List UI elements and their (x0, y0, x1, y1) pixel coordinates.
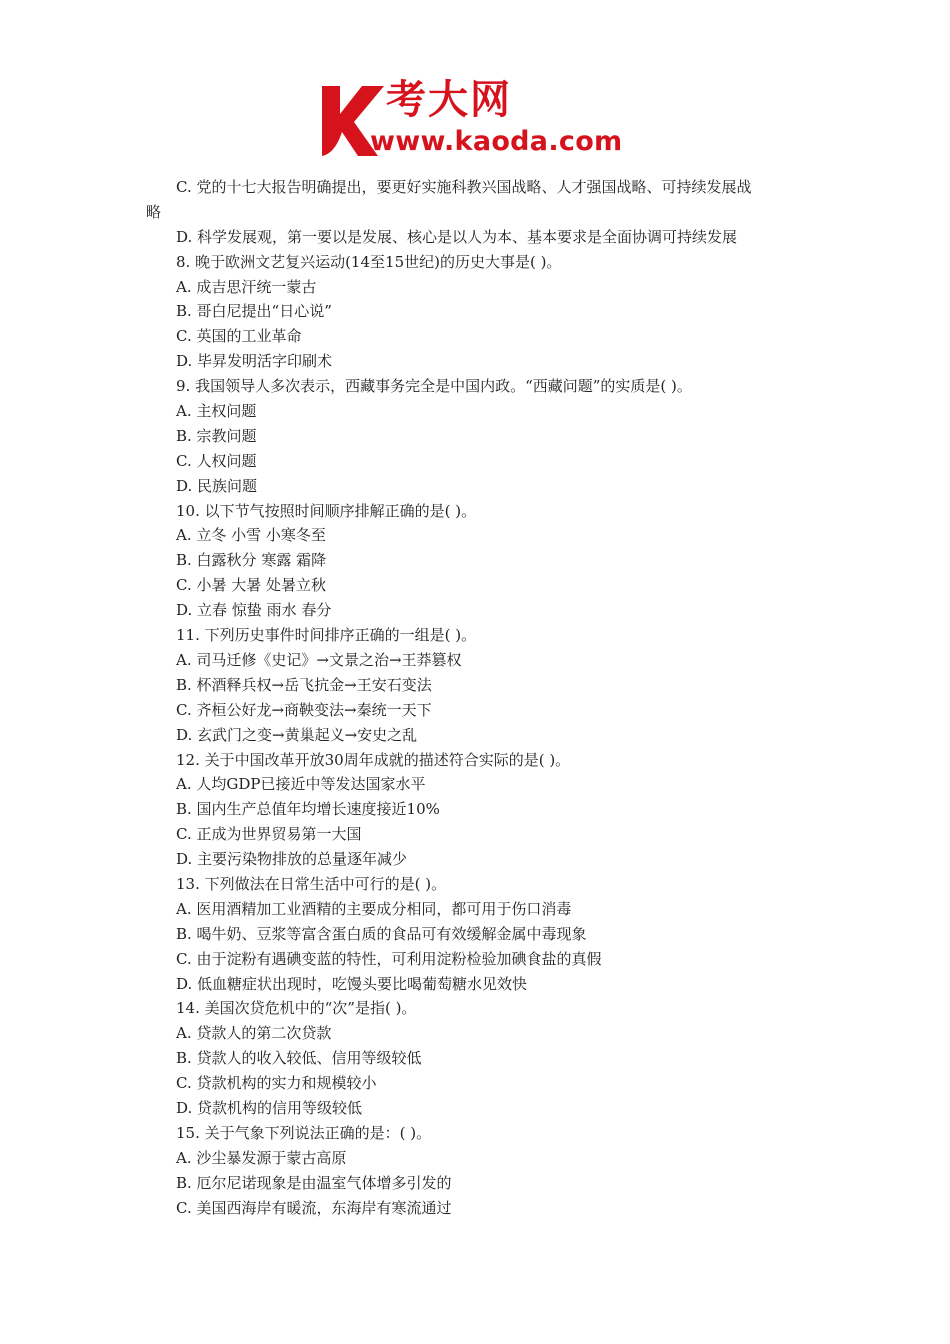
option-b: B. 厄尔尼诺现象是由温室气体增多引发的 (176, 1173, 452, 1192)
option-b: B. 哥白尼提出“日心说” (176, 302, 332, 321)
question-9: 9. 我国领导人多次表示，西藏事务完全是中国内政。“西藏问题”的实质是( )。 (176, 377, 692, 396)
option-b: B. 贷款人的收入较低、信用等级较低 (176, 1049, 422, 1068)
option-c: C. 小暑 大暑 处暑立秋 (176, 576, 327, 595)
option-d: D. 民族问题 (176, 476, 258, 495)
option-b: B. 白露秋分 寒露 霜降 (176, 551, 327, 570)
question-15: 15. 关于气象下列说法正确的是：( )。 (176, 1123, 432, 1142)
question-12: 12. 关于中国改革开放30周年成就的描述符合实际的是( )。 (176, 750, 571, 769)
option-d: D. 贷款机构的信用等级较低 (176, 1098, 363, 1117)
option-b: B. 宗教问题 (176, 426, 257, 445)
option-b: B. 杯酒释兵权→岳飞抗金→王安石变法 (176, 675, 432, 694)
question-14: 14. 美国次贷危机中的“次”是指( )。 (176, 999, 417, 1018)
option-a: A. 贷款人的第二次贷款 (176, 1024, 332, 1043)
option-c: C. 齐桓公好龙→商鞅变法→秦统一天下 (176, 700, 432, 719)
option-d: D. 毕昇发明活字印刷术 (176, 352, 333, 371)
option-d: D. 主要污染物排放的总量逐年减少 (176, 850, 408, 869)
option-d: D. 立春 惊蛰 雨水 春分 (176, 601, 332, 620)
option-d: D. 低血糖症状出现时，吃馒头要比喝葡萄糖水见效快 (176, 974, 528, 993)
option-c: C. 由于淀粉有遇碘变蓝的特性，可利用淀粉检验加碘食盐的真假 (176, 949, 602, 968)
option-b: B. 喝牛奶、豆浆等富含蛋白质的食品可有效缓解金属中毒现象 (176, 924, 587, 943)
document-body (146, 175, 814, 1220)
option-a: A. 沙尘暴发源于蒙古高原 (176, 1148, 347, 1167)
text-line: C. 党的十七大报告明确提出，要更好实施科教兴国战略、人才强国战略、可持续发展战 (176, 178, 752, 196)
option-a: A. 主权问题 (176, 402, 257, 421)
option-c: C. 人权问题 (176, 451, 257, 470)
option-c: C. 贷款机构的实力和规模较小 (176, 1074, 377, 1093)
option-a: A. 人均GDP已接近中等发达国家水平 (176, 775, 426, 794)
option-c-prev-question (146, 175, 814, 225)
option-b: B. 国内生产总值年均增长速度接近10% (176, 800, 440, 819)
kaoda-logo (318, 77, 640, 162)
option-a: A. 立冬 小雪 小寒冬至 (176, 526, 326, 545)
option-a: A. 医用酒精加工业酒精的主要成分相同，都可用于伤口消毒 (176, 899, 572, 918)
logo-url-text: www.kaoda.com (370, 126, 623, 157)
option-a: A. 司马迁修《史记》→文景之治→王莽篡权 (176, 650, 462, 669)
option-d: D. 玄武门之变→黄巢起义→安史之乱 (176, 725, 418, 744)
option-c: C. 正成为世界贸易第一大国 (176, 825, 362, 844)
question-8: 8. 晚于欧洲文艺复兴运动(14至15世纪)的历史大事是( )。 (176, 252, 562, 271)
question-10: 10. 以下节气按照时间顺序排解正确的是( )。 (176, 501, 477, 520)
text-line: 略 (146, 202, 162, 221)
option-c: C. 美国西海岸有暖流，东海岸有寒流通过 (176, 1198, 452, 1217)
option-c: C. 英国的工业革命 (176, 327, 302, 346)
question-11: 11. 下列历史事件时间排序正确的一组是( )。 (176, 626, 477, 645)
option-a: A. 成吉思汗统一蒙古 (176, 277, 317, 296)
logo-brand-text: 考大网 (386, 77, 512, 123)
text-line: D. 科学发展观，第一要以是发展、核心是以人为本、基本要求是全面协调可持续发展 (176, 227, 738, 246)
question-13: 13. 下列做法在日常生活中可行的是( )。 (176, 874, 447, 893)
